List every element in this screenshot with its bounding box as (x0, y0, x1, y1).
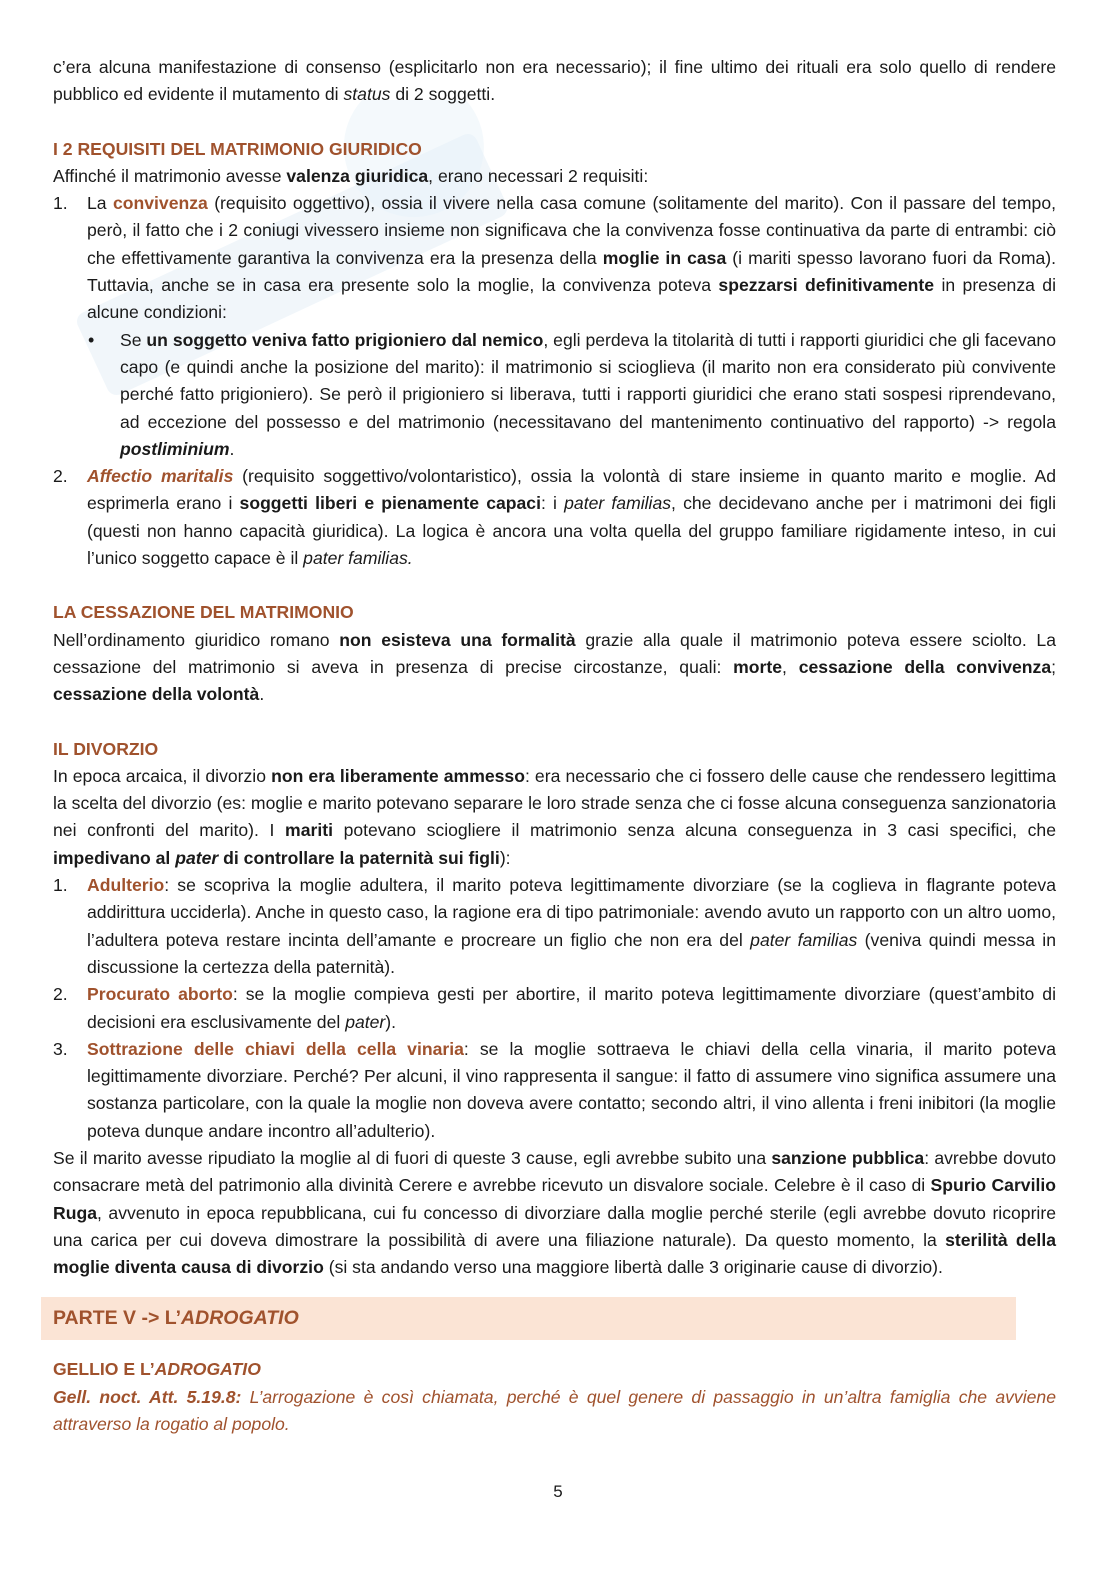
section-heading-cessazione: LA CESSAZIONE DEL MATRIMONIO (53, 602, 354, 623)
requisiti-list (53, 190, 1056, 572)
requisiti-lead: Affinché il matrimonio avesse valenza giuridica, erano necessari 2 requisiti: (53, 165, 649, 186)
list-item: 2. Affectio maritalis (requisito soggettivo/volontaristico), ossia la volontà di stare insieme in quanto marito e moglie. Ad esprimerla erano i soggetti liberi e pienamente capaci: i pater familias, che decidevano anche per i matrimoni dei figli (questi non hanno capacità giuridica). La logica è ancora una volta quella del gruppo familiare rigidamente inteso, in cui l’unico soggetto capace è il pater familias. (53, 466, 1056, 569)
gellio-citation: Gell. noct. Att. 5.19.8: L’arrogazione è così chiamata, perché è quel genere di passaggio in un’altra famiglia che avviene attraverso la rogatio al popolo. (53, 1386, 1056, 1435)
section-heading-divorzio: IL DIVORZIO (53, 738, 159, 759)
list-item: 1. Adulterio: se scopriva la moglie adultera, il marito poteva legittimamente divorziare (se la coglieva in flagrante poteva addirittura ucciderla). Anche in questo caso, la ragione era di tipo patrimoniale: avendo avuto un rapporto con un altro uomo, l’adultera poteva restare incinta dell’amante e procreare un figlio che non era del pater familias (veniva quindi messa in discussione la certezza della paternità). (53, 875, 1056, 977)
divorzio-closing-paragraph: Se il marito avesse ripudiato la moglie al di fuori di queste 3 cause, egli avrebbe subito una sanzione pubblica: avrebbe dovuto consacrare metà del patrimonio alla divinità Cerere e avrebbe ricevuto un disvalore sociale. Celebre è il caso di Spurio Carvilio Ruga, avvenuto in epoca repubblicana, cui fu concesso di divorziare dalla moglie perché sterile (egli avrebbe dovuto ricoprire una carica per cui doveva dimostrare la possibilità di avere una filiazione naturale). Da questo momento, la sterilità della moglie diventa causa di divorzio (si sta andando verso una maggiore libertà dalle 3 originarie cause di divorzio). (53, 1147, 1056, 1278)
sub-bullet-list (53, 327, 1056, 463)
page-number: 5 (553, 1482, 563, 1501)
list-item: • Se un soggetto veniva fatto prigioniero dal nemico, egli perdeva la titolarità di tutti i rapporti giuridici che gli facevano capo (e quindi anche la posizione del marito): il matrimonio si scioglieva (il marito non era considerato più convivente perché fatto prigioniero). Se però il prigioniero si liberava, tutti i rapporti giuridici che erano stati sospesi riprendevano, ad eccezione del possesso e del matrimonio (necessitavano del mantenimento continuativo del rapporto) -> regola postliminium. (86, 327, 1056, 463)
intro-paragraph: c’era alcuna manifestazione di consenso (esplicitarlo non era necessario); il fine ultimo dei rituali era solo quello di rendere pubblico ed evidente il mutamento di status di 2 soggetti. (53, 57, 1056, 105)
cessazione-paragraph: Nell’ordinamento giuridico romano non esisteva una formalità grazie alla quale il matrimonio poteva essere sciolto. La cessazione del matrimonio si aveva in presenza di precise circostanze, quali: morte, cessazione della convivenza; cessazione della volontà. (53, 629, 1056, 705)
list-item: 2. Procurato aborto: se la moglie compieva gesti per abortire, il marito poteva legittimamente divorziare (quest’ambito di decisioni era esclusivamente del pater). (53, 984, 1057, 1032)
part-heading-band: PARTE V -> L’ADROGATIO (41, 1297, 1016, 1340)
list-item: 1. La convivenza (requisito oggettivo), ossia il vivere nella casa comune (solitamente del marito). Con il passare del tempo, però, il fatto che i 2 coniugi vivessero insieme non significava che la convivenza fosse continuativa da parte di entrambi: ciò che effettivamente garantiva la convivenza era la presenza della moglie in casa (i mariti spesso lavorano fuori da Roma). Tuttavia, anche se in casa era presente solo la moglie, la convivenza poteva spezzarsi definitivamente in presenza di alcune condizioni: (53, 193, 1057, 323)
divorzio-paragraph: In epoca arcaica, il divorzio non era liberamente ammesso: era necessario che ci fossero delle cause che rendessero legittima la scelta del divorzio (es: moglie e marito potevano separare le loro strade senza che ci fosse alcuna conseguenza sanzionatoria nei confronti del marito). I mariti potevano sciogliere il matrimonio senza alcuna conseguenza in 3 casi specifici, che impedivano al pater di controllare la paternità sui figli): (53, 765, 1056, 868)
divorzio-causes-list (53, 872, 1056, 1145)
list-item: 3. Sottrazione delle chiavi della cella vinaria: se la moglie sottraeva le chiavi della cella vinaria, il marito poteva legittimamente divorziare. Perché? Per alcuni, il vino rappresenta il sangue: il fatto di assumere vino significa assumere una sostanza particolare, con la quale la moglie non doveva avere contatto; secondo altri, il vino allenta i freni inibitori (la moglie poteva dunque andare incontro all’adulterio). (53, 1038, 1056, 1141)
section-heading-requisiti: I 2 REQUISITI DEL MATRIMONIO GIURIDICO (53, 138, 422, 159)
section-heading-gellio: GELLIO E L’ADROGATIO (53, 1359, 261, 1380)
document-page (53, 54, 1056, 1438)
bullet-icon: • (88, 329, 95, 350)
